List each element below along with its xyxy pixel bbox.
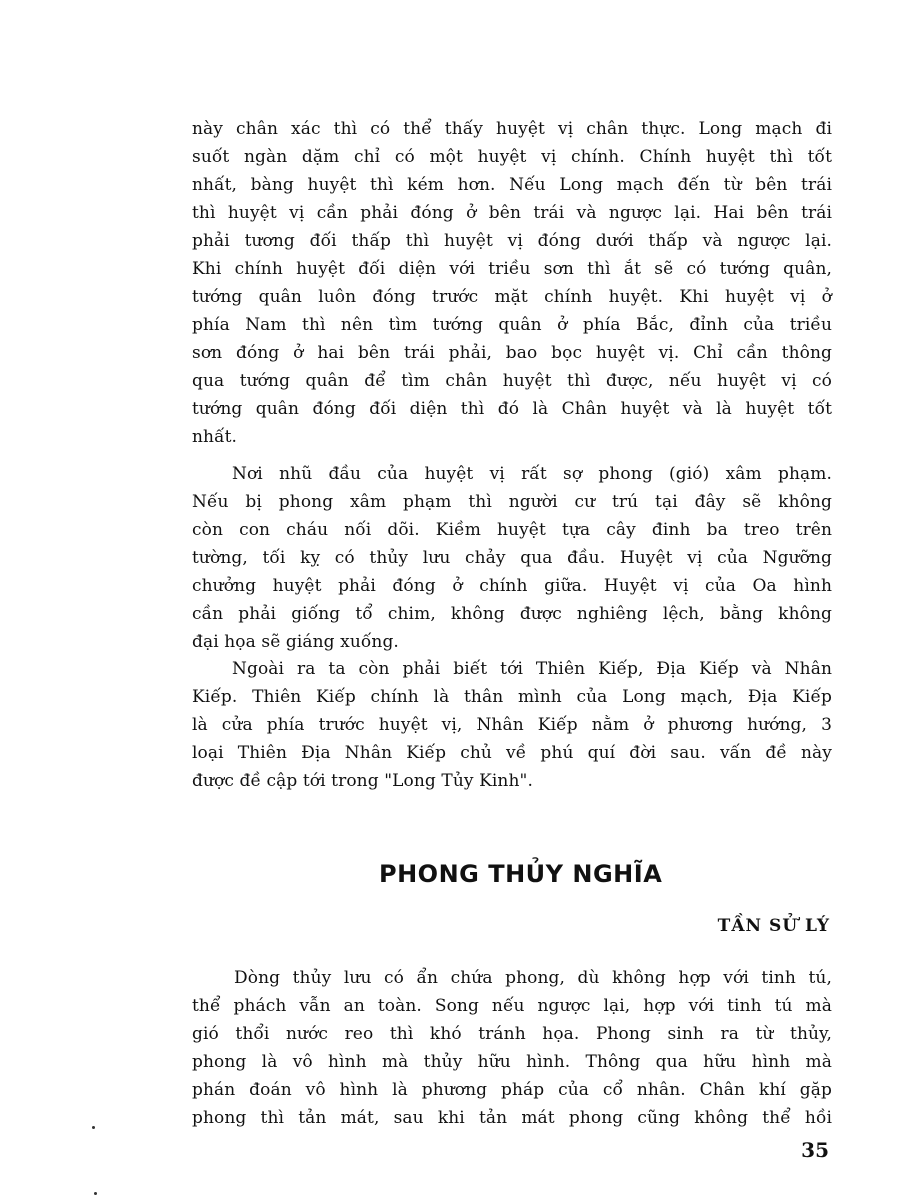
paragraph-4 xyxy=(192,964,832,1132)
text-line: cần phải giống tổ chim, không được nghiêng lệch, bằng không xyxy=(192,604,832,624)
text-line: Ngoài ra ta còn phải biết tới Thiên Kiếp, Địa Kiếp và Nhân xyxy=(232,659,832,679)
text-line: nhất. xyxy=(192,427,238,447)
text-line: chưởng huyệt phải đóng ở chính giữa. Huyệt vị của Oa hình xyxy=(192,576,832,596)
text-line: phong là vô hình mà thủy hữu hình. Thông qua hữu hình mà xyxy=(192,1052,832,1072)
paragraph-2 xyxy=(192,460,832,656)
text-line: nhất, bàng huyệt thì kém hơn. Nếu Long mạch đến từ bên trái xyxy=(192,175,832,195)
text-line: phải tương đối thấp thì huyệt vị đóng dưới thấp và ngược lại. xyxy=(192,231,832,251)
text-line: là cửa phía trước huyệt vị, Nhân Kiếp nằm ở phương hướng, 3 xyxy=(192,715,832,735)
paragraph-1 xyxy=(192,115,832,451)
text-line: suốt ngàn dặm chỉ có một huyệt vị chính. Chính huyệt thì tốt xyxy=(192,147,832,167)
text-line: còn con cháu nối dõi. Kiềm huyệt tựa cây đinh ba treo trên xyxy=(192,520,832,540)
text-line: thì huyệt vị cần phải đóng ở bên trái và ngược lại. Hai bên trái xyxy=(192,203,832,223)
text-line: này chân xác thì có thể thấy huyệt vị chân thực. Long mạch đi xyxy=(192,119,832,139)
text-line: loại Thiên Địa Nhân Kiếp chủ về phú quí đời sau. vấn đề này xyxy=(192,743,832,763)
text-line: qua tướng quân để tìm chân huyệt thì được, nếu huyệt vị có xyxy=(192,371,832,391)
text-line: Khi chính huyệt đối diện với triều sơn thì ắt sẽ có tướng quân, xyxy=(192,259,832,279)
text-line: thể phách vẫn an toàn. Song nếu ngược lại, hợp với tinh tú mà xyxy=(192,996,832,1016)
text-line: tường, tối kỵ có thủy lưu chảy qua đầu. Huyệt vị của Ngưỡng xyxy=(192,548,832,568)
text-line: sơn đóng ở hai bên trái phải, bao bọc huyệt vị. Chỉ cần thông xyxy=(192,343,832,363)
text-line: Dòng thủy lưu có ẩn chứa phong, dù không hợp với tinh tú, xyxy=(234,968,832,988)
page-number: 35 xyxy=(801,1138,829,1162)
scan-speck xyxy=(92,1126,95,1129)
text-line: Nếu bị phong xâm phạm thì người cư trú tại đây sẽ không xyxy=(192,492,832,512)
text-line: Kiếp. Thiên Kiếp chính là thân mình của Long mạch, Địa Kiếp xyxy=(192,687,832,707)
text-line: đại họa sẽ giáng xuống. xyxy=(192,632,399,652)
text-line: tướng quân đóng đối diện thì đó là Chân huyệt và là huyệt tốt xyxy=(192,399,832,419)
author-name: TẦN SỬ LÝ xyxy=(717,916,830,936)
section-title: PHONG THỦY NGHĨA xyxy=(379,860,663,888)
text-line: tướng quân luôn đóng trước mặt chính huyệt. Khi huyệt vị ở xyxy=(192,287,832,307)
scan-speck xyxy=(94,1192,97,1195)
text-line: phía Nam thì nên tìm tướng quân ở phía Bắc, đỉnh của triều xyxy=(192,315,832,335)
text-line: được đề cập tới trong "Long Tủy Kinh". xyxy=(192,771,533,791)
text-line: phong thì tản mát, sau khi tản mát phong cũng không thể hồi xyxy=(192,1108,832,1128)
paragraph-3 xyxy=(192,655,832,795)
text-line: phán đoán vô hình là phương pháp của cổ nhân. Chân khí gặp xyxy=(192,1080,832,1100)
text-line: Nơi nhũ đầu của huyệt vị rất sợ phong (gió) xâm phạm. xyxy=(232,464,832,484)
text-line: gió thổi nước reo thì khó tránh họa. Phong sinh ra từ thủy, xyxy=(192,1024,832,1044)
